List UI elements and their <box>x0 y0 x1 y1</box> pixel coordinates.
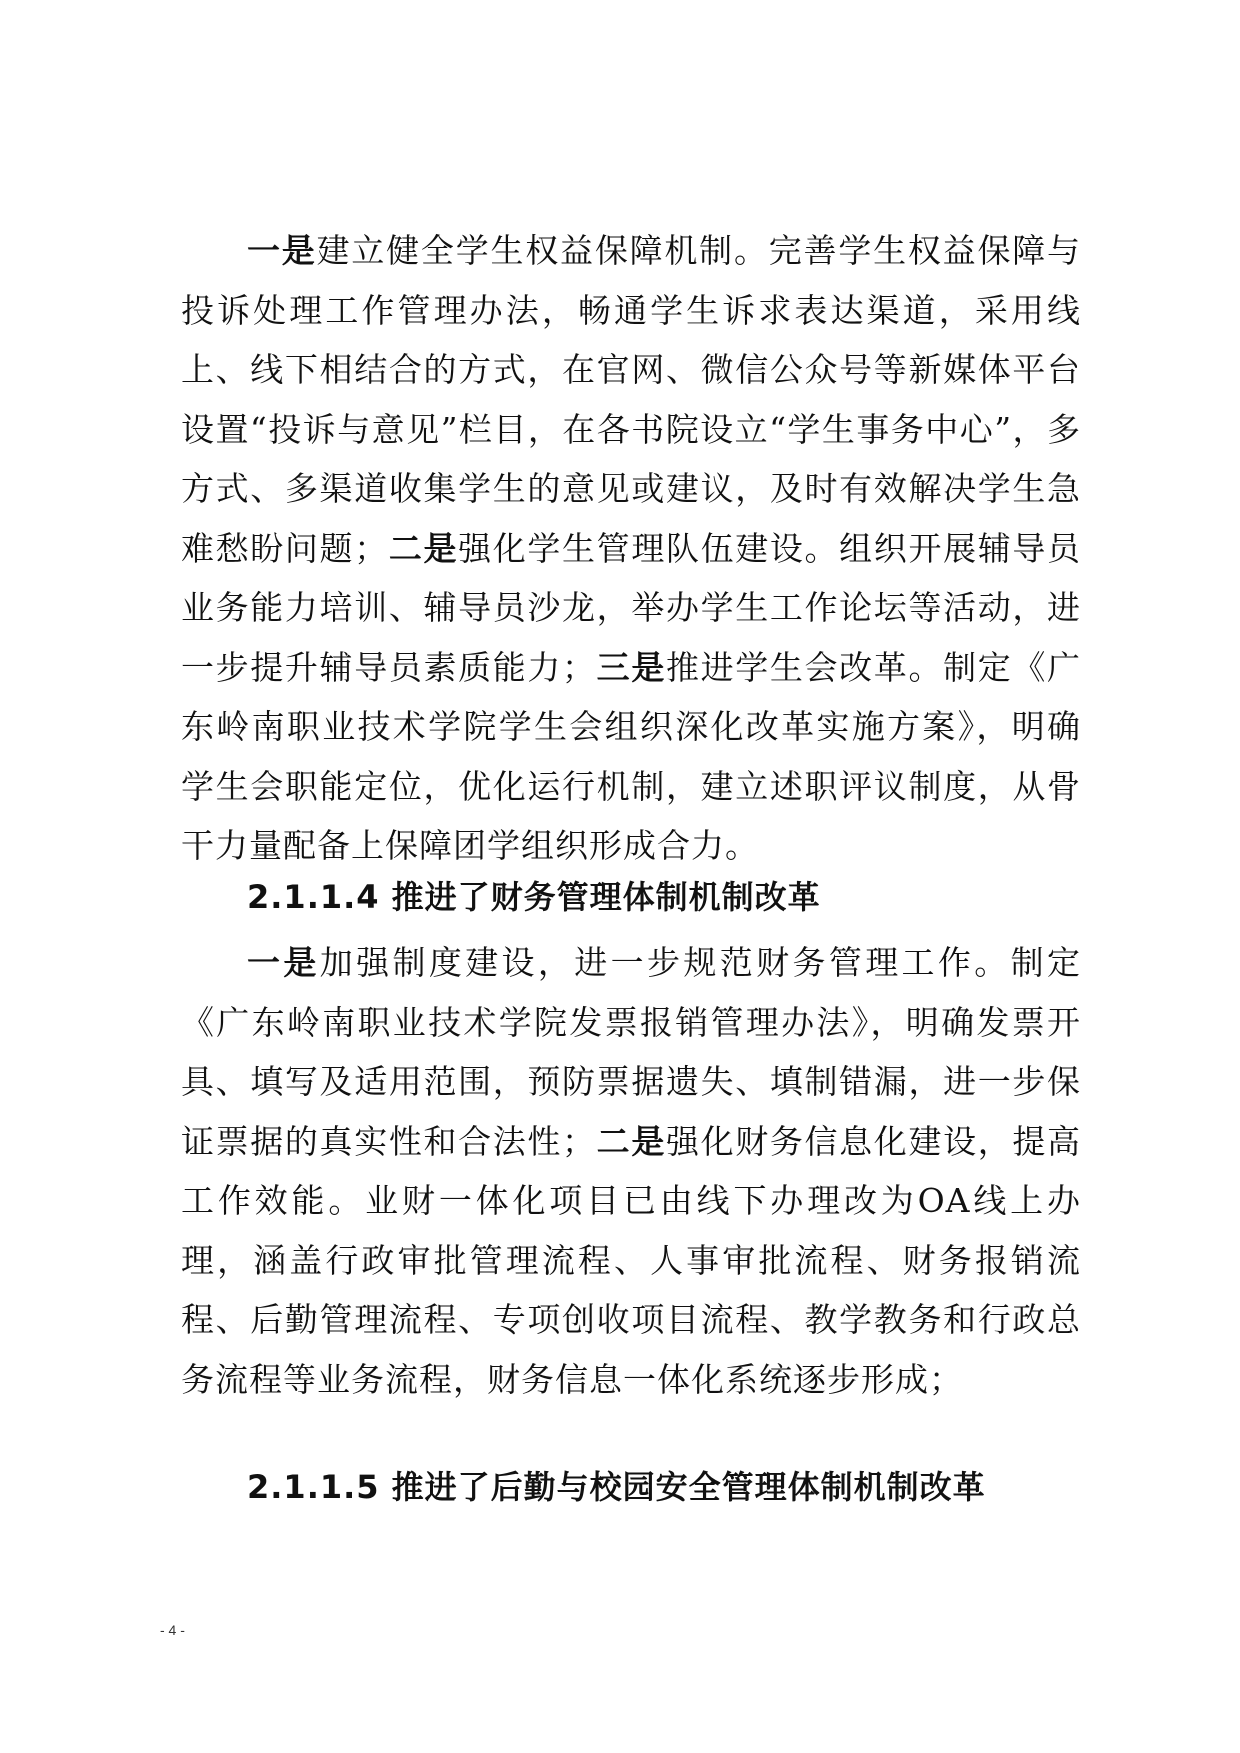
finance-point-two-label: 二是 <box>596 1121 666 1161</box>
page-number: - 4 - <box>160 1622 185 1638</box>
point-three-text: 推进学生会改革。制定《广东岭南职业技术学院学生会组织深化改革实施方案》，明确学生会职能定位，优化运行机制，建立述职评议制度，从骨干力量配备上保障团学组织形成合力。 <box>181 647 1082 865</box>
point-two-text: 强化学生管理队伍建设。组织开展辅导员业务能力培训、辅导员沙龙，举办学生工作论坛等活动，进一步提升辅导员素质能力； <box>181 528 1082 687</box>
finance-point-one-label: 一是 <box>247 943 320 982</box>
section-heading-logistics: 2.1.1.5 推进了后勤与校园安全管理体制机制改革 <box>247 1468 986 1506</box>
point-three-label: 三是 <box>596 647 666 687</box>
point-one-text: 建立健全学生权益保障机制。完善学生权益保障与投诉处理工作管理办法，畅通学生诉求表达渠道，采用线上、线下相结合的方式，在官网、微信公众号等新媒体平台设置“投诉与意见”栏目，在各书院设立“学生事务中心”，多方式、多渠道收集学生的意见或建议，及时有效解决学生急难愁盼问题； <box>181 231 1082 568</box>
finance-point-one-text: 加强制度建设，进一步规范财务管理工作。制定《广东岭南职业技术学院发票报销管理办法》，明确发票开具、填写及适用范围，预防票据遗失、填制错漏，进一步保证票据的真实性和合法性； <box>181 943 1082 1161</box>
paragraph-finance <box>181 933 1081 1409</box>
point-one-label: 一是 <box>247 231 317 270</box>
finance-point-two-text: 强化财务信息化建设，提高工作效能。业财一体化项目已由线下办理改为OA线上办理，涵盖行政审批管理流程、人事审批流程、财务报销流程、后勤管理流程、专项创收项目流程、教学教务和行政总务流程等业务流程，财务信息一体化系统逐步形成； <box>181 1121 1082 1399</box>
section-heading-finance: 2.1.1.4 推进了财务管理体制机制改革 <box>247 878 821 916</box>
point-two-label: 二是 <box>388 528 459 568</box>
paragraph-student-rights <box>181 221 1081 876</box>
